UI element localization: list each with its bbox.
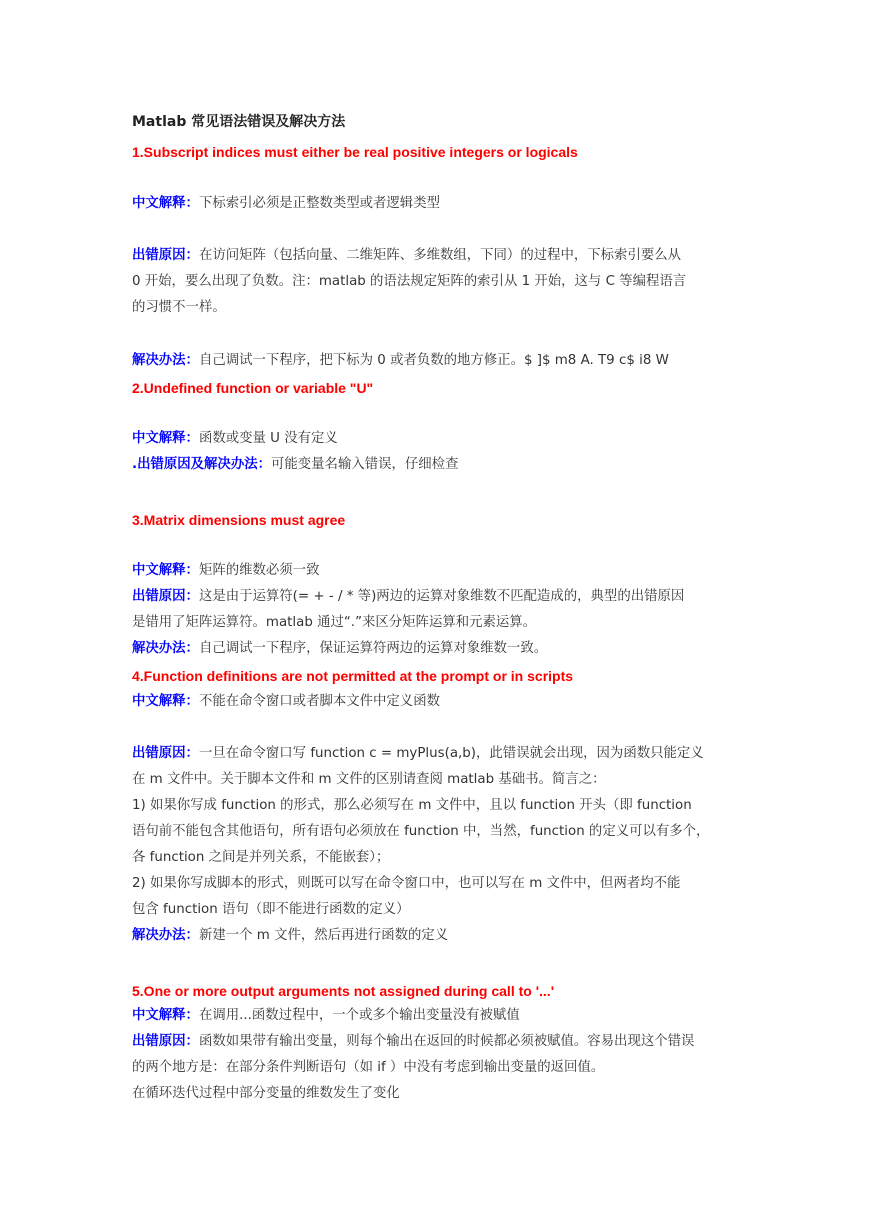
label-zh: 中文解释： (132, 431, 199, 446)
s1-cause-text-3: 的习惯不一样。 (132, 300, 226, 315)
s2-zh-text: 函数或变量 U 没有定义 (198, 431, 338, 446)
label-zh: 中文解释： (132, 563, 199, 578)
label-cause: 出错原因： (132, 589, 199, 604)
s3-zh-line (132, 561, 319, 581)
s3-fix-text: 自己调试一下程序，保证运算符两边的运算对象维数一致。 (198, 641, 548, 656)
page-title: Matlab 常见语法错误及解决方法 (132, 114, 346, 130)
label-zh: 中文解释： (132, 196, 199, 211)
s4-point1-line-3: 各 function 之间是并列关系，不能嵌套）； (132, 850, 390, 865)
label-cause: 出错原因： (132, 746, 199, 761)
error-heading-5: 5.One or more output arguments not assigned during call to '...' (132, 983, 555, 999)
s5-cause-text-1: 函数如果带有输出变量，则每个输出在返回的时候都必须被赋值。容易出现这个错误 (198, 1034, 695, 1049)
s1-cause-text-2: 0 开始，要么出现了负数。注：matlab 的语法规定矩阵的索引从 1 开始，这与 C 等编程语言 (132, 274, 687, 289)
s3-cause-text-1: 这是由于运算符(= + - / * 等)两边的运算对象维数不匹配造成的，典型的出错原因 (198, 589, 685, 604)
label-fix: 解决办法： (132, 641, 199, 656)
s5-zh-text: 在调用...函数过程中，一个或多个输出变量没有被赋值 (198, 1008, 520, 1023)
label-fix: 解决办法： (132, 928, 199, 943)
s2-zh-line (132, 429, 338, 449)
label-zh: 中文解释： (132, 1008, 199, 1023)
s5-zh-line (132, 1006, 520, 1026)
error-heading-4: 4.Function definitions are not permitted at the prompt or in scripts (132, 668, 574, 684)
error-heading-2: 2.Undefined function or variable "U" (132, 380, 374, 396)
s1-zh-text: 下标索引必须是正整数类型或者逻辑类型 (198, 196, 440, 211)
s5-cause-text-2: 的两个地方是：在部分条件判断语句（如 if ）中没有考虑到输出变量的返回值。 (132, 1060, 605, 1075)
s3-fix-line (132, 639, 547, 659)
label-cause: 出错原因： (132, 248, 199, 263)
s4-zh-text: 不能在命令窗口或者脚本文件中定义函数 (198, 694, 440, 709)
s1-fix-line (132, 351, 669, 371)
label-cause: 出错原因： (132, 1034, 199, 1049)
s2-cause-fix-text: 可能变量名输入错误，仔细检查 (271, 457, 459, 472)
s4-fix-line (132, 926, 448, 946)
s4-point2-line-2: 包含 function 语句（即不能进行函数的定义） (132, 902, 410, 917)
s5-extra-text: 在循环迭代过程中部分变量的维数发生了变化 (132, 1086, 400, 1101)
s1-fix-text: 自己调试一下程序，把下标为 0 或者负数的地方修正。$ ]$ m8 A. T9 c$ i8 W (198, 353, 669, 368)
s4-point2-line-1: 2) 如果你写成脚本的形式，则既可以写在命令窗口中，也可以写在 m 文件中，但两者均不能 (132, 876, 681, 891)
label-fix: 解决办法： (132, 353, 199, 368)
s5-cause-line-1 (132, 1032, 694, 1052)
s2-cause-fix-line (132, 455, 458, 475)
s1-cause-text-1: 在访问矩阵（包括向量、二维矩阵、多维数组，下同）的过程中，下标索引要么从 (198, 248, 682, 263)
s4-zh-line (132, 692, 440, 712)
s3-zh-text: 矩阵的维数必须一致 (198, 563, 320, 578)
s1-cause-line-1 (132, 246, 681, 266)
error-heading-3: 3.Matrix dimensions must agree (132, 512, 346, 528)
s3-cause-line-1 (132, 587, 684, 607)
s3-cause-text-2: 是错用了矩阵运算符。matlab 通过“.”来区分矩阵运算和元素运算。 (132, 615, 537, 630)
s4-cause-line-1 (132, 744, 704, 764)
label-cause-fix: .出错原因及解决办法： (132, 457, 271, 472)
s4-fix-text: 新建一个 m 文件，然后再进行函数的定义 (198, 928, 449, 943)
label-zh: 中文解释： (132, 694, 199, 709)
s4-point1-line-1: 1) 如果你写成 function 的形式，那么必须写在 m 文件中，且以 function 开头（即 function (132, 798, 692, 813)
s4-cause-text-1: 一旦在命令窗口写 function c = myPlus(a,b)，此错误就会出现，因为函数只能定义 (198, 746, 704, 761)
s1-zh-line (132, 194, 440, 214)
s4-point1-line-2: 语句前不能包含其他语句，所有语句必须放在 function 中，当然，function 的定义可以有多个， (132, 824, 710, 839)
s4-cause-text-2: 在 m 文件中。关于脚本文件和 m 文件的区别请查阅 matlab 基础书。简言之： (132, 772, 606, 787)
error-heading-1: 1.Subscript indices must either be real positive integers or logicals (132, 144, 578, 160)
